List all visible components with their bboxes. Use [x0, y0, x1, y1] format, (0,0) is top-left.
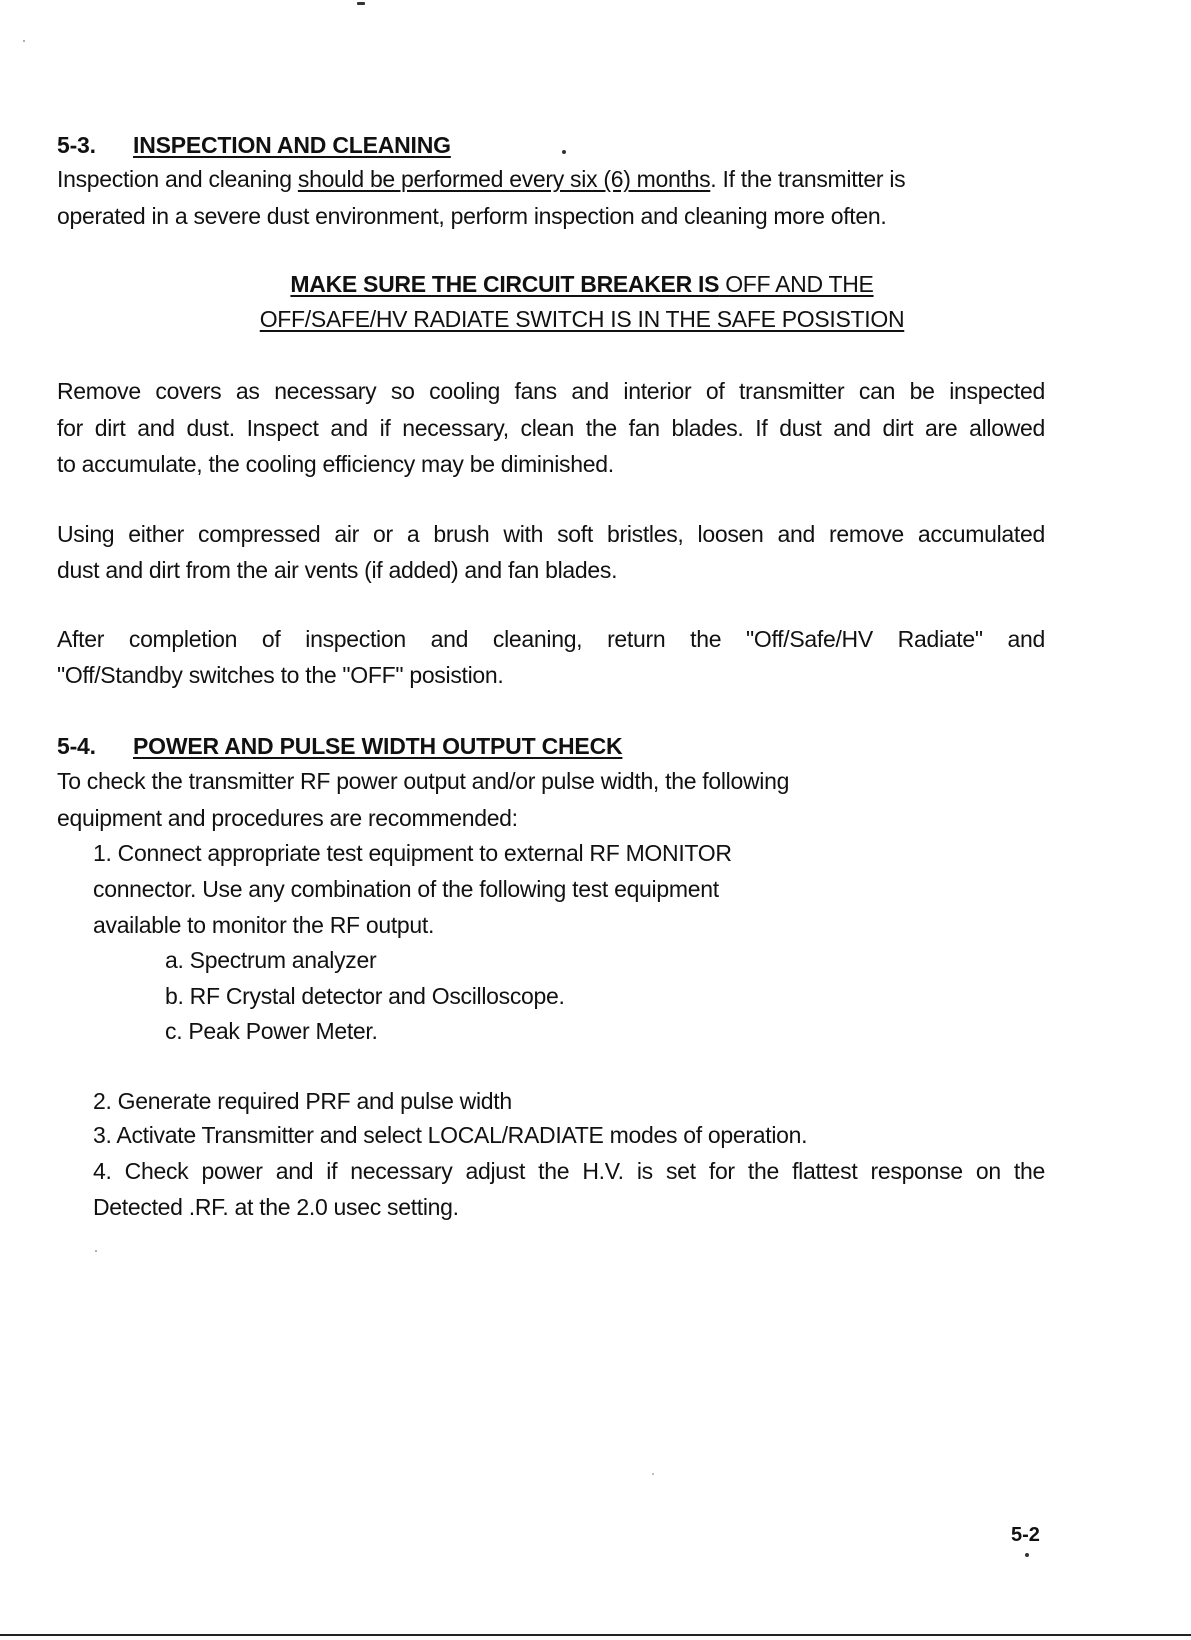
- step-1-line-2: connector. Use any combination of the following test equipment: [93, 876, 719, 902]
- scan-speck: [23, 40, 25, 42]
- scan-speck: [652, 1473, 654, 1475]
- section-number: 5-3.: [57, 132, 96, 158]
- step-4-line-2: Detected .RF. at the 2.0 usec setting.: [93, 1194, 459, 1220]
- page-number: 5-2: [1011, 1524, 1040, 1546]
- para2-line-2: dust and dirt from the air vents (if added) and fan blades.: [57, 557, 618, 583]
- equipment-item: a. Spectrum analyzer: [165, 947, 377, 973]
- section-5-3-heading: [57, 132, 451, 159]
- section-title: INSPECTION AND CLEANING: [133, 132, 451, 158]
- warning-line-2: OFF/SAFE/HV RADIATE SWITCH IS IN THE SAFE POSISTION: [259, 306, 905, 332]
- scan-speck: [95, 1250, 97, 1252]
- para3-line-2: "Off/Standby switches to the "OFF" posistion.: [57, 662, 504, 688]
- section-5-4-heading: [57, 733, 622, 760]
- equipment-item: c. Peak Power Meter.: [165, 1018, 378, 1044]
- bottom-rule: [0, 1634, 1191, 1636]
- step-3: 3. Activate Transmitter and select LOCAL/RADIATE modes of operation.: [93, 1122, 808, 1148]
- intro-text-end: . If the transmitter is: [710, 166, 906, 192]
- para1-line-1: Remove covers as necessary so cooling fans and interior of transmitter can be inspected: [57, 378, 1045, 404]
- scan-speck: [357, 2, 365, 5]
- scan-speck: [1025, 1553, 1029, 1557]
- step-1-line-3: available to monitor the RF output.: [93, 912, 435, 938]
- step-1-line-1: 1. Connect appropriate test equipment to external RF MONITOR: [93, 840, 732, 866]
- intro-line-1: [57, 166, 905, 193]
- intro-text: Inspection and cleaning: [57, 166, 298, 192]
- step-4-line-1: 4. Check power and if necessary adjust the H.V. is set for the flattest response on the: [93, 1158, 1045, 1184]
- warning-emphasis: MAKE SURE THE CIRCUIT BREAKER IS: [290, 271, 720, 297]
- section-title: POWER AND PULSE WIDTH OUTPUT CHECK: [133, 733, 623, 759]
- para1-line-3: to accumulate, the cooling efficiency may be diminished.: [57, 451, 614, 477]
- section-number: 5-4.: [57, 733, 96, 759]
- warning-text: OFF AND THE: [719, 271, 874, 297]
- equipment-item: b. RF Crystal detector and Oscilloscope.: [165, 983, 565, 1009]
- section-5-4-intro-line-1: To check the transmitter RF power output and/or pulse width, the following: [57, 768, 790, 794]
- section-5-4-intro-line-2: equipment and procedures are recommended:: [57, 805, 518, 831]
- para2-line-1: Using either compressed air or a brush with soft bristles, loosen and remove accumulated: [57, 521, 1045, 547]
- intro-line-2: operated in a severe dust environment, perform inspection and cleaning more often.: [57, 203, 887, 229]
- scan-speck: [562, 150, 566, 154]
- para3-line-1: After completion of inspection and cleaning, return the "Off/Safe/HV Radiate" and: [57, 626, 1045, 652]
- warning-line-1: [57, 271, 1107, 298]
- para1-line-2: for dirt and dust. Inspect and if necessary, clean the fan blades. If dust and dirt are allowed: [57, 415, 1045, 441]
- step-2: 2. Generate required PRF and pulse width: [93, 1088, 512, 1114]
- intro-emphasis: should be performed every six (6) months: [297, 166, 711, 192]
